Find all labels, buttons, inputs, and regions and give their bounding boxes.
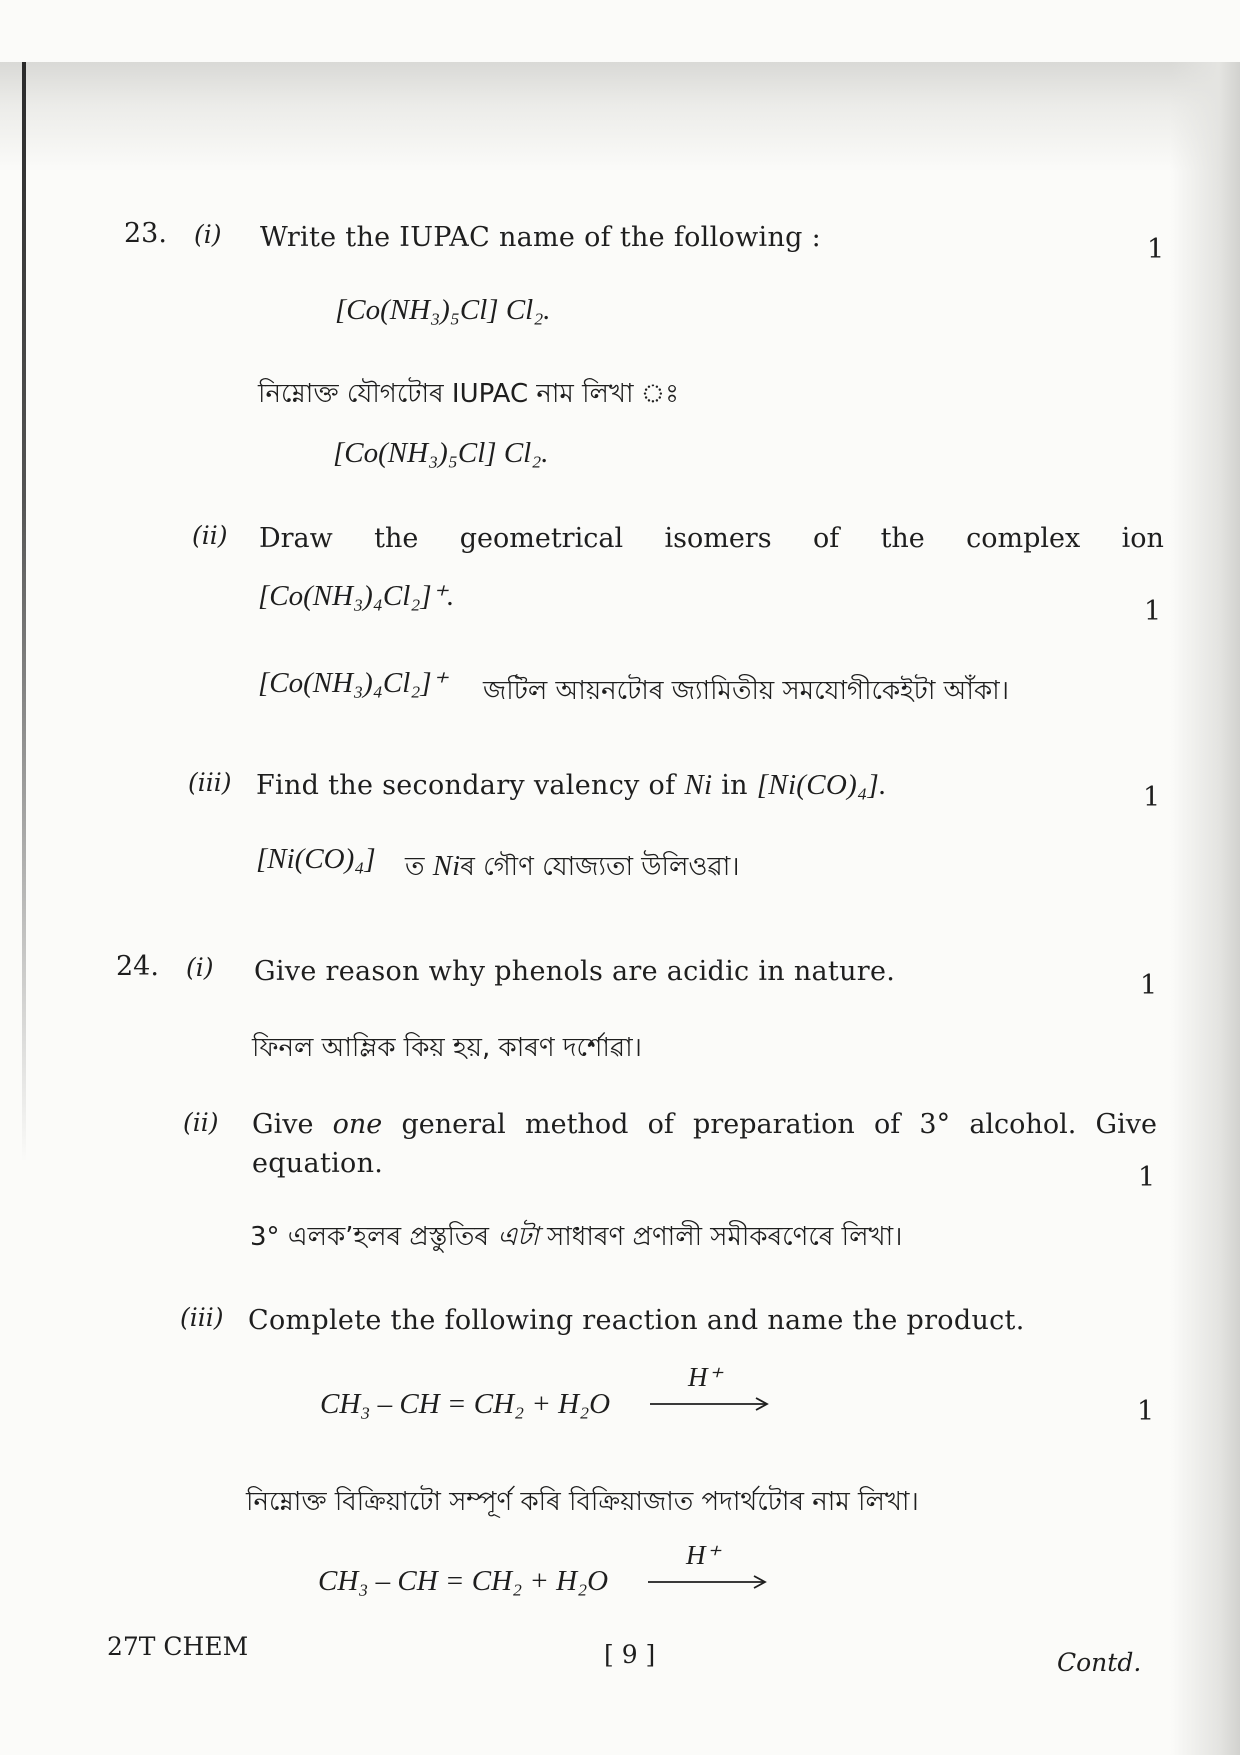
page-number: [ 9 ]	[604, 1640, 656, 1669]
question-text: Write the IUPAC name of the following :	[260, 222, 821, 253]
bengali-text: নিম্নোক্ত যৌগটোৰ IUPAC নাম লিখা ঃ	[258, 379, 679, 409]
question-text: Draw the geometrical isomers of the complex ion	[259, 523, 1164, 554]
marks: 1	[1138, 1162, 1156, 1193]
marks: 1	[1147, 234, 1165, 265]
formula: [Co(NH₃)₅Cl] Cl₂.	[335, 294, 551, 326]
formula: [Ni(CO)₄]	[256, 843, 376, 875]
scan-shadow-right	[1170, 62, 1240, 1755]
question-text: equation.	[252, 1148, 384, 1179]
bengali-text: ফিনল আম্লিক কিয় হয়, কাৰণ দৰ্শোৱা।	[252, 1033, 642, 1063]
bengali-text: জটিল আয়নটোৰ জ্যামিতীয় সমযোগীকেইটা আঁকা।	[483, 676, 1010, 706]
paper-code: 27T CHEM	[107, 1632, 249, 1661]
reaction-arrow	[648, 1394, 772, 1414]
question-text: Give one general method of preparation of 3° alcohol. Give	[252, 1109, 1157, 1140]
catalyst: H⁺	[686, 1540, 720, 1570]
reaction-arrow	[646, 1572, 770, 1592]
sub-label: (ii)	[183, 1108, 219, 1137]
continued-label: Contd.	[1057, 1648, 1142, 1677]
sub-label: (i)	[194, 220, 222, 249]
sub-label: (ii)	[192, 521, 228, 550]
scan-shadow-top	[0, 62, 1240, 172]
question-text: Complete the following reaction and name the product.	[248, 1305, 1025, 1336]
catalyst: H⁺	[688, 1362, 722, 1392]
question-number: 23.	[124, 218, 167, 249]
formula: [Co(NH₃)₄Cl₂]⁺	[258, 667, 447, 699]
sub-label: (i)	[186, 953, 214, 982]
bengali-text: 3° এলক’হলৰ প্ৰস্তুতিৰ এটা সাধাৰণ প্ৰণালী সমীকৰণেৰে লিখা।	[250, 1222, 903, 1252]
question-number: 24.	[116, 951, 159, 982]
marks: 1	[1137, 1396, 1155, 1427]
reaction-equation: CH₃ – CH = CH₂ + H₂O	[318, 1565, 609, 1597]
sub-label: (iii)	[180, 1303, 224, 1332]
marks: 1	[1140, 970, 1158, 1001]
bengali-text: নিম্নোক্ত বিক্ৰিয়াটো সম্পূৰ্ণ কৰি বিক্ৰিয়াজাত পদাৰ্থটোৰ নাম লিখা।	[246, 1487, 919, 1517]
marks: 1	[1144, 596, 1162, 627]
scan-edge-left	[22, 62, 26, 1162]
formula: [Co(NH₃)₅Cl] Cl₂.	[333, 437, 549, 469]
bengali-text: ত Niৰ গৌণ যোজ্যতা উলিওৱা।	[405, 850, 740, 882]
reaction-equation: CH₃ – CH = CH₂ + H₂O	[320, 1388, 611, 1420]
question-text: Give reason why phenols are acidic in nature.	[254, 956, 896, 987]
marks: 1	[1143, 782, 1161, 813]
question-text: Find the secondary valency of Ni in [Ni(CO)₄].	[256, 769, 887, 801]
sub-label: (iii)	[188, 768, 232, 797]
formula: [Co(NH₃)₄Cl₂]⁺.	[258, 580, 455, 612]
